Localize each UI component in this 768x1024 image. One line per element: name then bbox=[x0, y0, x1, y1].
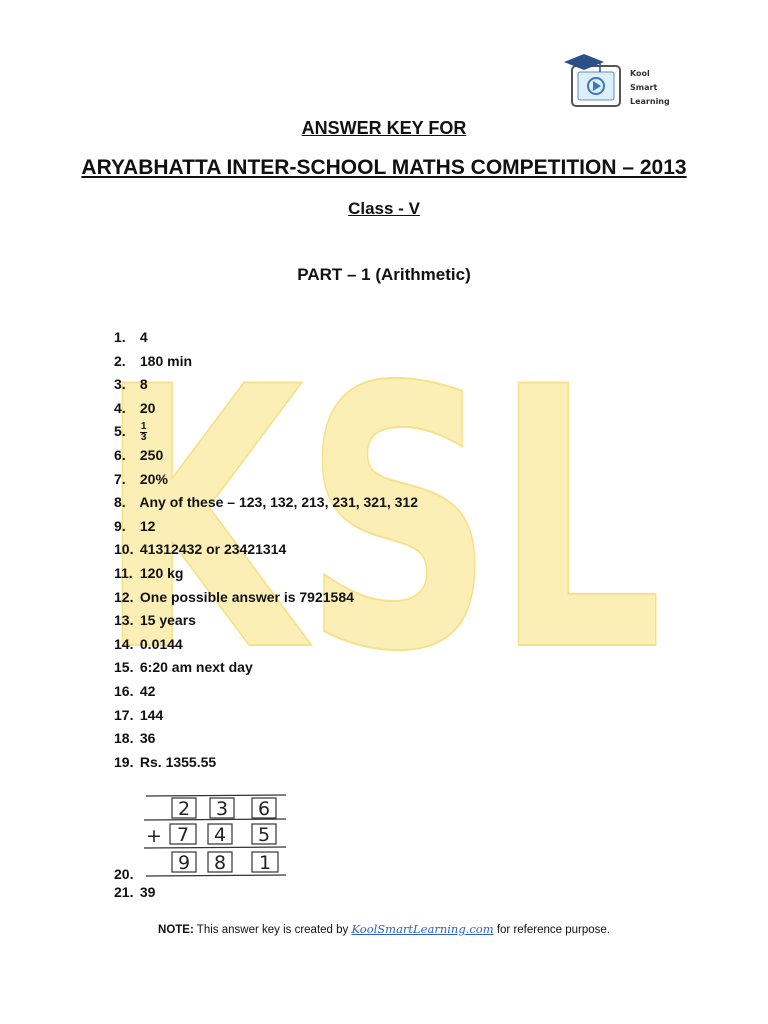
class-heading: Class - V bbox=[348, 199, 420, 218]
part-heading: PART – 1 (Arithmetic) bbox=[297, 265, 471, 284]
grid-operator: + bbox=[146, 825, 162, 847]
answer-item: 14. 0.0144 bbox=[114, 635, 183, 652]
grid-digit: 3 bbox=[216, 798, 229, 820]
grid-digit: 9 bbox=[178, 852, 191, 874]
grid-digit: 7 bbox=[177, 824, 190, 846]
answer-item: 4. 20 bbox=[114, 399, 156, 416]
logo-line-learning: Learning bbox=[630, 97, 670, 106]
note-text-after: for reference purpose. bbox=[496, 924, 610, 936]
grid-digit: 4 bbox=[214, 824, 227, 846]
fraction bbox=[140, 422, 148, 443]
watermark-text: KSL bbox=[98, 355, 663, 665]
answer-item: 18. 36 bbox=[114, 730, 156, 747]
fraction-numerator: 1 bbox=[140, 421, 147, 433]
grid-digit: 2 bbox=[178, 798, 191, 820]
grid-digit: 8 bbox=[214, 852, 227, 874]
answer-list bbox=[114, 326, 418, 774]
note-text-before: This answer key is created by bbox=[196, 924, 349, 936]
website-link[interactable]: KoolSmartLearning.com bbox=[351, 922, 494, 936]
answer-item: 12. One possible answer is 7921584 bbox=[114, 588, 354, 605]
answer-item-21: 21. 39 bbox=[114, 884, 156, 900]
answer-item: 8. Any of these – 123, 132, 213, 231, 321, 312 bbox=[114, 494, 419, 511]
competition-title: ARYABHATTA INTER-SCHOOL MATHS COMPETITION – 2013 bbox=[81, 156, 687, 179]
answer-item: 6. 250 bbox=[114, 446, 164, 463]
answer-item: 13. 15 years bbox=[114, 612, 196, 629]
answer-item: 19. Rs. 1355.55 bbox=[114, 753, 217, 770]
answer-item: 9. 12 bbox=[114, 517, 156, 534]
answer-item: 10. 41312432 or 23421314 bbox=[114, 541, 287, 558]
answer-item: 5. $\frac{1}{3}$ bbox=[114, 421, 147, 444]
grid-digit: 5 bbox=[258, 824, 271, 846]
answer-item: 7. 20% bbox=[114, 470, 168, 487]
answer-item: 3. 8 bbox=[114, 376, 148, 393]
answer-item: 17. 144 bbox=[114, 706, 164, 723]
addition-grid bbox=[140, 790, 292, 882]
ksl-logo bbox=[560, 50, 678, 114]
fraction-denominator: 3 bbox=[140, 432, 147, 444]
answer-item: 16. 42 bbox=[114, 682, 156, 699]
logo-line-kool: Kool bbox=[630, 69, 650, 78]
answer-item: 11. 120 kg bbox=[114, 564, 184, 581]
footer-note bbox=[0, 922, 768, 936]
answer-item: 15. 6:20 am next day bbox=[114, 659, 253, 676]
answer-item: 2. 180 min bbox=[114, 352, 193, 369]
answer-item-20: 20. bbox=[114, 866, 134, 882]
logo-line-smart: Smart bbox=[630, 83, 658, 92]
grid-digit: 1 bbox=[259, 852, 272, 874]
note-label: NOTE: bbox=[158, 924, 194, 936]
answer-item: 1. 4 bbox=[114, 329, 148, 345]
answer-key-heading: ANSWER KEY FOR bbox=[301, 118, 467, 138]
grid-digit: 6 bbox=[258, 798, 271, 820]
